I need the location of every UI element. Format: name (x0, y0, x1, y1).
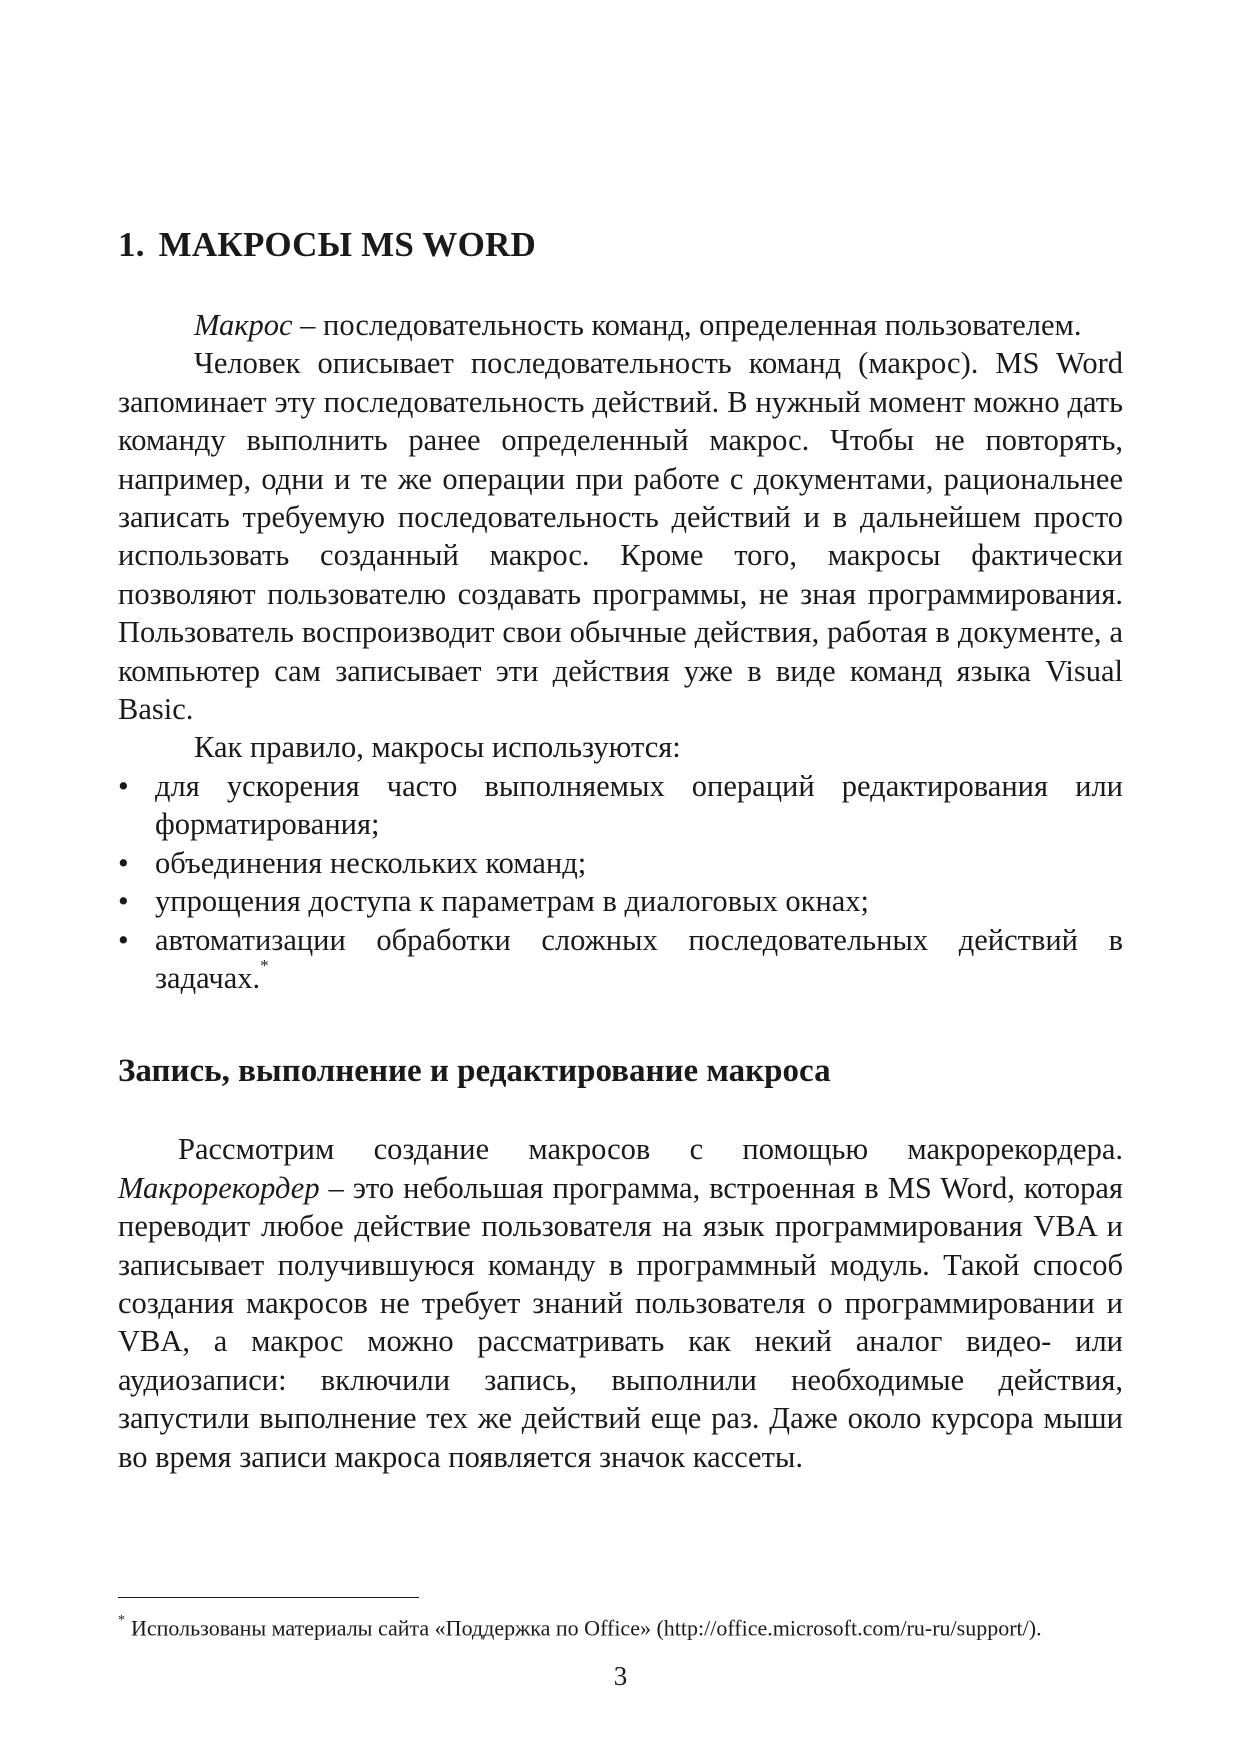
footnote-separator (118, 1597, 419, 1598)
footnote-text: Использованы материалы сайта «Поддержка по Office» (http://office.microsoft.com/ru-ru/support/). (131, 1615, 1042, 1641)
chapter-title: МАКРОСЫ MS WORD (158, 225, 536, 264)
list-intro: Как правило, макросы используются: (194, 730, 681, 765)
paragraph-lead: Рассмотрим создание макросов с помощью макрорекордера. (178, 1132, 1123, 1167)
list-item-text: для ускорения часто выполняемых операций редактирования или форматирования; (155, 768, 1123, 842)
usage-list (118, 767, 1123, 997)
list-item-text: упрощения доступа к параметрам в диалоговых окнах; (155, 884, 870, 919)
list-item (118, 844, 1123, 882)
section-heading: Запись, выполнение и редактирование макроса (118, 1053, 831, 1090)
definition-paragraph (118, 306, 1123, 344)
definition-term: Макрос (194, 308, 293, 342)
footnote-reference[interactable]: * (260, 955, 269, 975)
list-item (118, 767, 1123, 844)
footnote-marker: * (118, 1613, 125, 1628)
bullet-glyph: • (118, 768, 129, 803)
bullet-glyph: • (118, 922, 129, 957)
list-item-text: объединения нескольких команд; (155, 845, 587, 880)
paragraph-macro-description: Человек описывает последовательность команд (макрос). MS Word запоминает эту последовательность действий. В нужный момент можно дать команду выполнить ранее определенный макрос. Чтобы не повторять, например, одни и те же операции при работе с документами, рациональнее записать требуемую последовательность действий и в дальнейшем просто использовать созданный макрос. Кроме того, макросы фактически позволяют пользователю создавать программы, не зная программирования. Пользователь воспроизводит свои обычные действия, работая в документе, а компьютер сам записывает эти действия уже в виде команд языка Visual Basic. (118, 346, 1123, 727)
bullet-glyph: • (118, 845, 129, 880)
definition-dash: – (300, 308, 316, 342)
list-item (118, 921, 1123, 998)
macrorecorder-term: Макрорекордер (118, 1170, 320, 1205)
bullet-glyph: • (118, 884, 129, 919)
chapter-heading (118, 222, 1123, 268)
list-item (118, 882, 1123, 920)
page-number: 3 (613, 1661, 628, 1691)
definition-text: последовательность команд, определенная пользователем. (323, 308, 1082, 342)
footnote (118, 1610, 1123, 1642)
page-body (118, 222, 1123, 1476)
paragraph-macrorecorder (118, 1130, 1123, 1476)
list-item-text: автоматизации обработки сложных последовательных действий в задачах. (155, 922, 1123, 995)
chapter-number: 1. (118, 225, 145, 264)
paragraph-rest: – это небольшая программа, встроенная в MS Word, которая переводит любое действие пользователя на язык программирования VBA и записывает получившуюся команду в программный модуль. Такой способ создания макросов не требует знаний пользователя о программировании и VBA, а макрос можно рассматривать как некий аналог видео- или аудиозаписи: включили запись, выполнили необходимые действия, запустили выполнение тех же действий еще раз. Даже около курсора мыши во время записи макроса появляется значок кассеты. (118, 1170, 1123, 1474)
